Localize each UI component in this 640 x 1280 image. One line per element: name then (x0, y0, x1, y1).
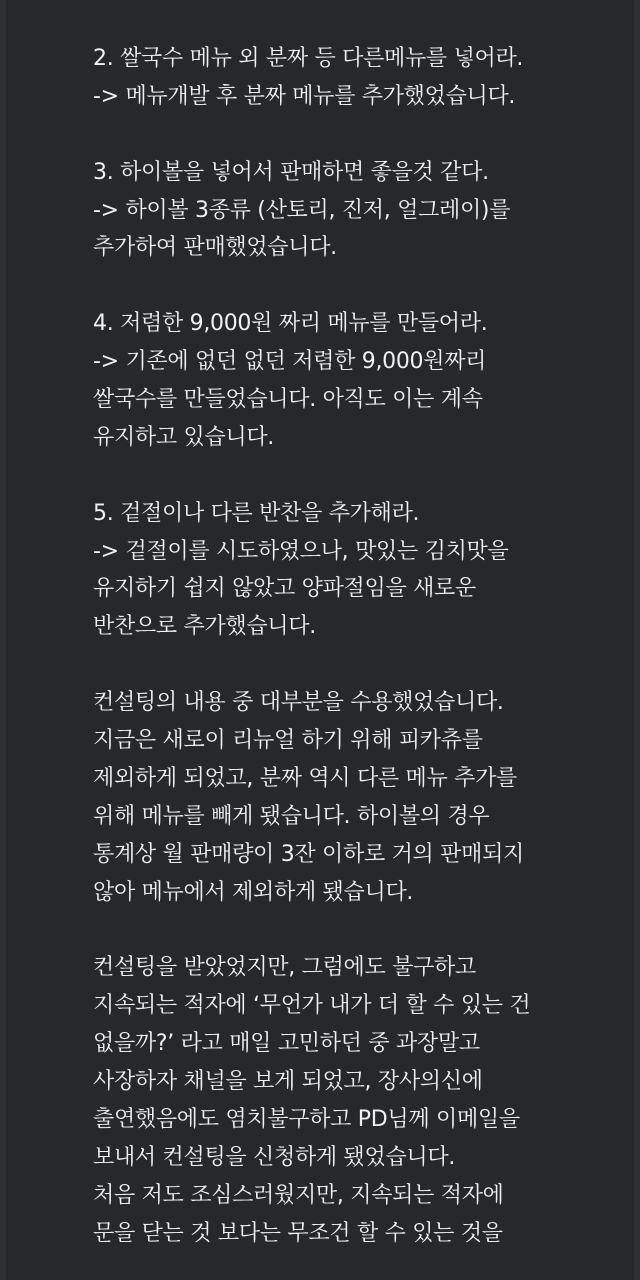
text-line: 통계상 월 판매량이 3잔 이하로 거의 판매되지 (93, 841, 524, 867)
text-line: -> 하이볼 3종류 (산토리, 진저, 얼그레이)를 (93, 197, 511, 223)
text-line: 컨설팅을 받았었지만, 그럼에도 불구하고 (93, 955, 476, 981)
right-edge (634, 0, 640, 1280)
text-line: 사장하자 채널을 보게 되었고, 장사의신에 (93, 1069, 483, 1095)
text-line: 문을 닫는 것 보다는 무조건 할 수 있는 것을 (93, 1220, 503, 1246)
paragraph-break (93, 457, 633, 495)
text-line: -> 메뉴개발 후 분짜 메뉴를 추가했었습니다. (93, 83, 516, 109)
text-line: 반찬으로 추가했습니다. (93, 614, 316, 640)
text-line: 3. 하이볼을 넣어서 판매하면 좋을것 같다. (93, 159, 489, 185)
text-line: 출연했음에도 염치불구하고 PD님께 이메일을 (93, 1106, 520, 1132)
text-line: 4. 저렴한 9,000원 짜리 메뉴를 만들어라. (93, 311, 488, 337)
text-line: -> 기존에 없던 없던 저렴한 9,000원짜리 (93, 349, 487, 375)
text-line: 지속되는 적자에 ‘무언가 내가 더 할 수 있는 건 (93, 993, 531, 1019)
left-edge (0, 0, 6, 1280)
text-line: 5. 겉절이나 다른 반찬을 추가해라. (93, 500, 420, 526)
text-line: 컨설팅의 내용 중 대부분을 수용했었습니다. (93, 690, 504, 716)
text-line: 제외하게 되었고, 분짜 역시 다른 메뉴 추가를 (93, 765, 517, 791)
paragraph-break (93, 116, 633, 154)
paragraph-break (93, 646, 633, 684)
text-line: 위해 메뉴를 빼게 됐습니다. 하이볼의 경우 (93, 803, 490, 829)
text-line: 않아 메뉴에서 제외하게 됐습니다. (93, 879, 414, 905)
text-line: 쌀국수를 만들었습니다. 아직도 이는 계속 (93, 387, 483, 413)
text-line: 없을까?’ 라고 매일 고민하던 중 과장말고 (93, 1031, 480, 1057)
paragraph-break (93, 267, 633, 305)
text-line: 추가하여 판매했었습니다. (93, 235, 337, 261)
paragraph-break (93, 911, 633, 949)
text-line: 처음 저도 조심스러웠지만, 지속되는 적자에 (93, 1182, 504, 1208)
text-line: -> 겉절이를 시도하였으나, 맛있는 김치맛을 (93, 538, 509, 564)
text-line: 유지하고 있습니다. (93, 424, 275, 450)
text-line: 지금은 새로이 리뉴얼 하기 위해 피카츄를 (93, 728, 483, 754)
text-line: 2. 쌀국수 메뉴 외 분짜 등 다른메뉴를 넣어라. (93, 46, 524, 71)
text-line: 유지하기 쉽지 않았고 양파절임을 새로운 (93, 576, 476, 602)
article-body (93, 40, 633, 1253)
text-line: 보내서 컨설팅을 신청하게 됐었습니다. (93, 1144, 456, 1170)
